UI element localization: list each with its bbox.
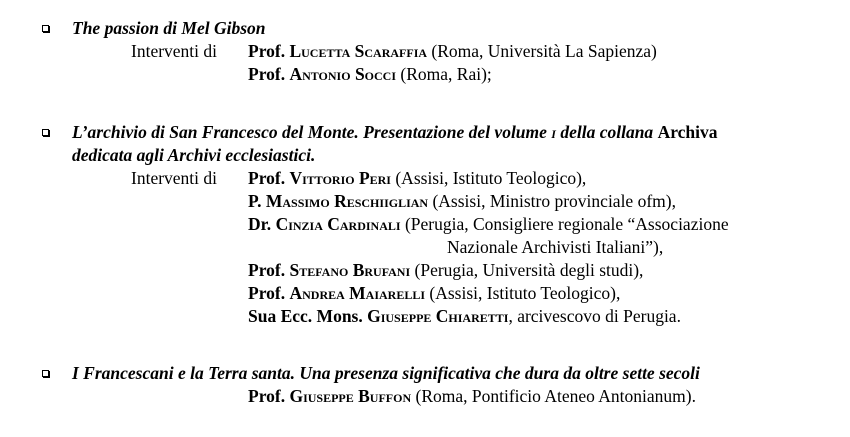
speaker-name: Lucetta Scaraffia: [289, 41, 428, 61]
item-title: [72, 121, 718, 144]
volume-number: i: [551, 122, 556, 142]
speaker-affiliation: (Perugia, Università degli studi),: [410, 260, 644, 280]
speaker-affiliation: (Assisi, Ministro provinciale ofm),: [428, 191, 676, 211]
speaker-affiliation: (Roma, Pontificio Ateneo Antonianum).: [411, 386, 696, 406]
collana-name: Archiva: [657, 122, 718, 142]
item-title-text: della collana: [555, 122, 658, 142]
item-title-continuation: dedicata agli Archivi ecclesiastici.: [72, 145, 316, 165]
speaker-title: Prof.: [248, 260, 286, 280]
speaker-affiliation: (Roma, Università La Sapienza): [427, 41, 657, 61]
checkbox-bullet-icon: [42, 25, 49, 32]
speaker-name: Massimo Reschiiglian: [265, 191, 429, 211]
speaker-title: Prof.: [248, 41, 286, 61]
speaker-name: Giuseppe Buffon: [289, 386, 412, 406]
speaker-title: Prof.: [248, 64, 286, 84]
speaker-entry: [248, 63, 492, 86]
speaker-name: Antonio Socci: [289, 64, 397, 84]
speaker-entry: [248, 213, 729, 236]
speaker-entry: [248, 385, 696, 408]
interventi-label: Interventi di: [131, 41, 218, 61]
interventi-label: Interventi di: [131, 168, 218, 188]
speaker-name: Vittorio Peri: [289, 168, 391, 188]
checkbox-bullet-icon: [42, 129, 49, 136]
speaker-entry: [248, 305, 681, 328]
speaker-affiliation: (Perugia, Consigliere regionale “Associazione: [400, 214, 729, 234]
speaker-affiliation: (Assisi, Istituto Teologico),: [425, 283, 621, 303]
speaker-name: Cinzia Cardinali: [275, 214, 401, 234]
speaker-title: Prof.: [248, 283, 286, 303]
item-title-text: L’archivio di San Francesco del Monte. Presentazione del volume: [72, 122, 552, 142]
speaker-entry: [248, 40, 657, 63]
speaker-name: Stefano Brufani: [289, 260, 411, 280]
speaker-name: Andrea Maiarelli: [289, 283, 426, 303]
speaker-title: Dr.: [248, 214, 272, 234]
speaker-affiliation: (Roma, Rai);: [396, 64, 492, 84]
speaker-entry: [248, 259, 643, 282]
speaker-affiliation: , arcivescovo di Perugia.: [508, 306, 681, 326]
speaker-entry: [248, 282, 620, 305]
item-title: The passion di Mel Gibson: [72, 18, 266, 38]
speaker-title: P.: [248, 191, 262, 211]
speaker-affiliation: (Assisi, Istituto Teologico),: [390, 168, 587, 188]
checkbox-bullet-icon: [42, 370, 49, 377]
speaker-title: Prof.: [248, 386, 286, 406]
speaker-name: Giuseppe Chiaretti: [367, 306, 509, 326]
item-title: I Francescani e la Terra santa. Una presenza significativa che dura da oltre sette secoli: [72, 363, 700, 383]
speaker-title: Prof.: [248, 168, 286, 188]
speaker-title: Sua Ecc. Mons.: [248, 306, 363, 326]
speaker-entry: [248, 167, 586, 190]
speaker-entry: [248, 190, 676, 213]
speaker-affiliation-continuation: Nazionale Archivisti Italiani”),: [447, 237, 664, 257]
